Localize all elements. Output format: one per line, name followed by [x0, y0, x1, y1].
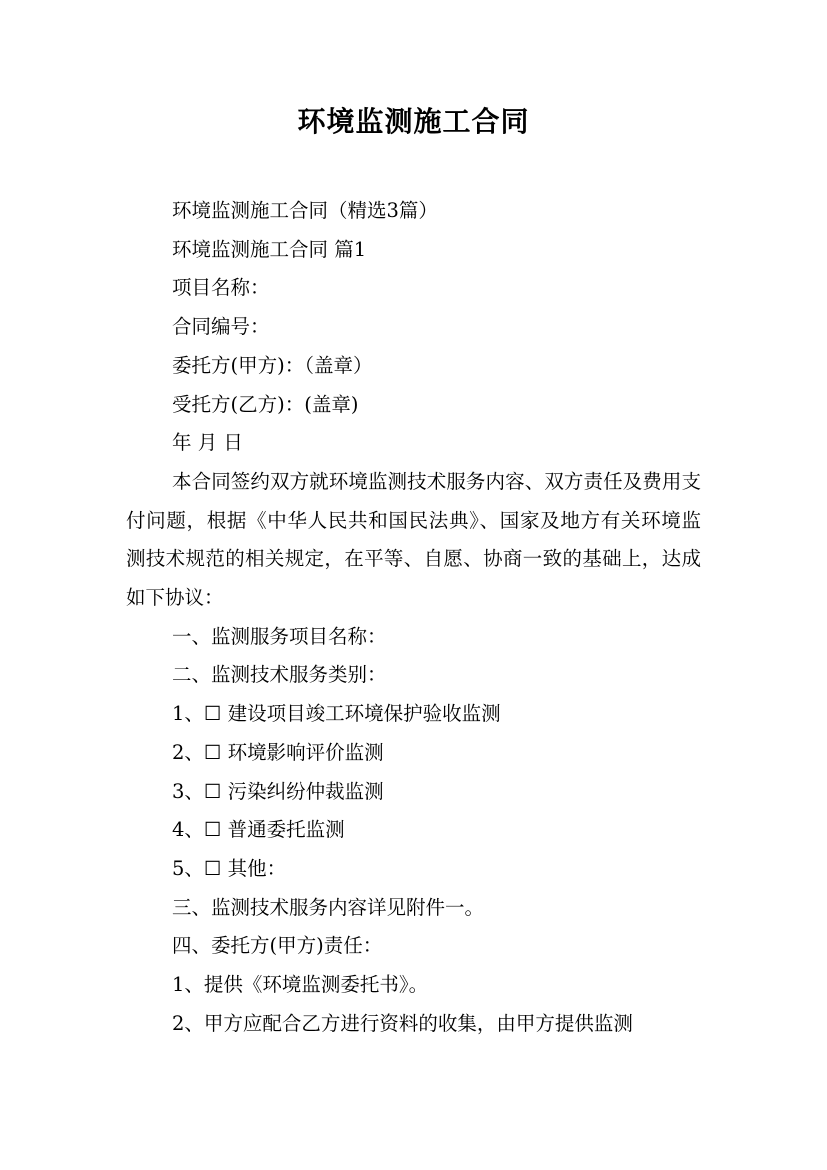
- clause-line: 二、监测技术服务类别：: [172, 663, 387, 687]
- contract-number-field: 合同编号：: [172, 315, 270, 339]
- document-body: [126, 192, 701, 1043]
- party-a-field: 委托方(甲方)：（盖章）: [172, 353, 373, 377]
- document-title: 环境监测施工合同: [297, 105, 530, 138]
- clause-line: 一、监测服务项目名称：: [172, 624, 387, 648]
- project-name-field: 项目名称：: [172, 276, 270, 300]
- subtitle-line: 环境监测施工合同（精选3篇）: [172, 199, 438, 222]
- clause-line: 2、甲方应配合乙方进行资料的收集，由甲方提供监测: [172, 1011, 633, 1035]
- date-field: 年 月 日: [172, 431, 243, 455]
- intro-paragraph: 本合同签约双方就环境监测技术服务内容、双方责任及费用支付问题，根据《中华人民共和国民法典》、国家及地方有关环境监测技术规范的相关规定，在平等、自愿、协商一致的基础上，达成如下协议：: [126, 469, 701, 610]
- clause-line: 三、监测技术服务内容详见附件一。: [172, 895, 485, 919]
- checkbox-option-line: 1、☐ 建设项目竣工环境保护验收监测: [172, 702, 501, 726]
- checkbox-option-line: 4、☐ 普通委托监测: [172, 818, 345, 842]
- clause-line: 四、委托方(甲方)责任：: [172, 934, 383, 958]
- checkbox-option-line: 2、☐ 环境影响评价监测: [172, 740, 384, 764]
- clause-line: 1、提供《环境监测委托书》。: [172, 973, 429, 997]
- party-b-field: 受托方(乙方)：(盖章): [172, 392, 359, 416]
- checkbox-option-line: 3、☐ 污染纠纷仲裁监测: [172, 779, 384, 803]
- section-heading: 环境监测施工合同 篇1: [172, 237, 367, 261]
- checkbox-option-line: 5、☐ 其他：: [172, 856, 287, 880]
